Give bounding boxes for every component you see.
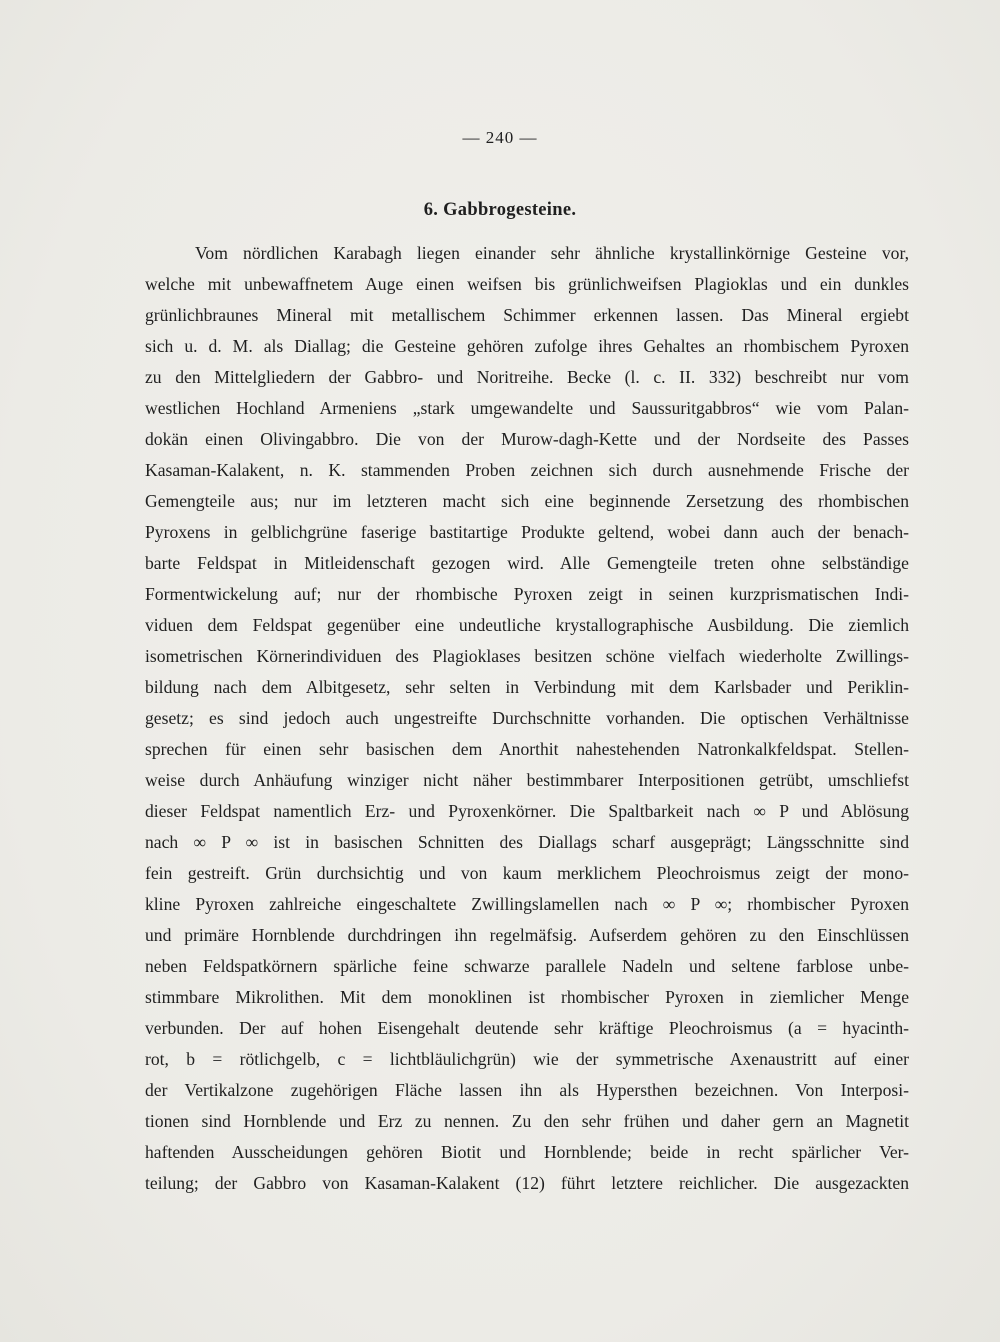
section-heading: 6. Gabbrogesteine. bbox=[423, 200, 577, 220]
body-text bbox=[145, 238, 909, 1199]
text-line: haftenden Ausscheidungen gehören Biotit und Hornblende; beide in recht spärlicher Ver- bbox=[145, 1142, 909, 1162]
text-line: weise durch Anhäufung winziger nicht näher bestimmbarer Interpositionen getrübt, umschliefst bbox=[145, 770, 909, 790]
text-line: stimmbare Mikrolithen. Mit dem monoklinen ist rhombischer Pyroxen in ziemlicher Menge bbox=[145, 987, 909, 1007]
text-line: viduen dem Feldspat gegenüber eine undeutliche krystallographische Ausbildung. Die ziemlich bbox=[145, 615, 909, 635]
text-line: Formentwickelung auf; nur der rhombische Pyroxen zeigt in seinen kurzprismatischen Indi- bbox=[145, 584, 909, 604]
text-line: dokän einen Olivingabbro. Die von der Murow-dagh-Kette und der Nordseite des Passes bbox=[145, 429, 909, 449]
text-line: teilung; der Gabbro von Kasaman-Kalakent (12) führt letztere reichlicher. Die ausgezackten bbox=[145, 1173, 909, 1193]
text-line: fein gestreift. Grün durchsichtig und von kaum merklichem Pleochroismus zeigt der mono- bbox=[145, 863, 909, 883]
text-line: neben Feldspatkörnern spärliche feine schwarze parallele Nadeln und seltene farblose unbe- bbox=[145, 956, 909, 976]
text-line: Gemengteile aus; nur im letzteren macht sich eine beginnende Zersetzung des rhombischen bbox=[145, 491, 909, 511]
text-line: sich u. d. M. als Diallag; die Gesteine gehören zufolge ihres Gehaltes an rhombischem Pyroxen bbox=[145, 336, 909, 356]
text-line: rot, b = rötlichgelb, c = lichtbläulichgrün) wie der symmetrische Axenaustritt auf einer bbox=[145, 1049, 909, 1069]
text-line: kline Pyroxen zahlreiche eingeschaltete Zwillingslamellen nach ∞ P ∞; rhombischer Pyroxen bbox=[145, 894, 909, 914]
text-line: dieser Feldspat namentlich Erz- und Pyroxenkörner. Die Spaltbarkeit nach ∞ P und Ablösung bbox=[145, 801, 909, 821]
text-line: der Vertikalzone zugehörigen Fläche lassen ihn als Hypersthen bezeichnen. Von Interposi- bbox=[145, 1080, 909, 1100]
text-line: Kasaman-Kalakent, n. K. stammenden Proben zeichnen sich durch ausnehmende Frische der bbox=[145, 460, 909, 480]
text-line: nach ∞ P ∞ ist in basischen Schnitten des Diallags scharf ausgeprägt; Längsschnitte sind bbox=[145, 832, 909, 852]
text-line: welche mit unbewaffnetem Auge einen weifsen bis grünlichweifsen Plagioklas und ein dunkles bbox=[145, 274, 909, 294]
text-line: zu den Mittelgliedern der Gabbro- und Noritreihe. Becke (l. c. II. 332) beschreibt nur vom bbox=[145, 367, 909, 387]
text-line: Vom nördlichen Karabagh liegen einander sehr ähnliche krystallinkörnige Gesteine vor, bbox=[195, 243, 909, 263]
text-line: isometrischen Körnerindividuen des Plagioklases besitzen schöne vielfach wiederholte Zwillings- bbox=[145, 646, 909, 666]
text-line: verbunden. Der auf hohen Eisengehalt deutende sehr kräftige Pleochroismus (a = hyacinth- bbox=[145, 1018, 909, 1038]
text-line: und primäre Hornblende durchdringen ihn regelmäfsig. Aufserdem gehören zu den Einschlüssen bbox=[145, 925, 909, 945]
text-line: sprechen für einen sehr basischen dem Anorthit nahestehenden Natronkalkfeldspat. Stellen- bbox=[145, 739, 909, 759]
text-line: tionen sind Hornblende und Erz zu nennen. Zu den sehr frühen und daher gern an Magnetit bbox=[145, 1111, 909, 1131]
text-line: Pyroxens in gelblichgrüne faserige bastitartige Produkte geltend, wobei dann auch der benach- bbox=[145, 522, 909, 542]
text-line: westlichen Hochland Armeniens „stark umgewandelte und Saussuritgabbros“ wie vom Palan- bbox=[145, 398, 909, 418]
text-line: gesetz; es sind jedoch auch ungestreifte Durchschnitte vorhanden. Die optischen Verhältnisse bbox=[145, 708, 909, 728]
page-number: — 240 — bbox=[462, 128, 538, 147]
text-line: bildung nach dem Albitgesetz, sehr selten in Verbindung mit dem Karlsbader und Periklin- bbox=[145, 677, 909, 697]
text-line: barte Feldspat in Mitleidenschaft gezogen wird. Alle Gemengteile treten ohne selbständige bbox=[145, 553, 909, 573]
text-line: grünlichbraunes Mineral mit metallischem Schimmer erkennen lassen. Das Mineral ergiebt bbox=[145, 305, 909, 325]
